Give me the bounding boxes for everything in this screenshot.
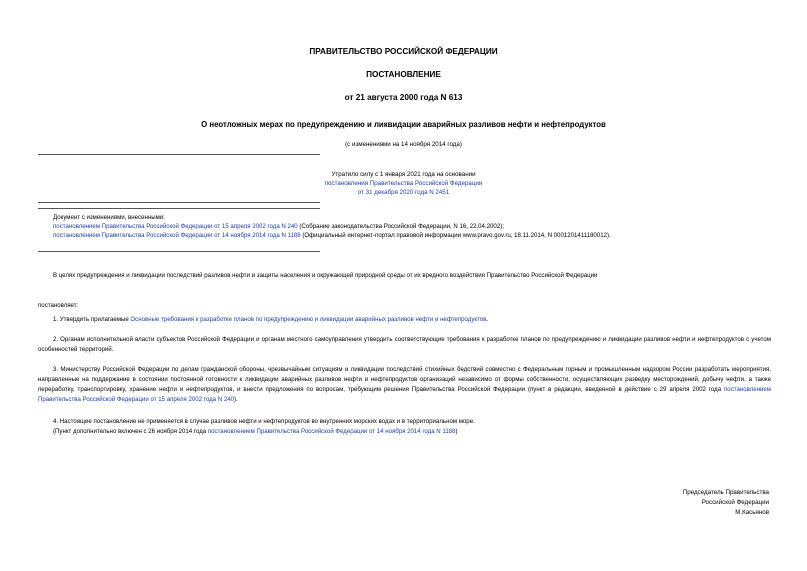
paragraph-3 bbox=[38, 365, 771, 405]
document-date-number: от 21 августа 2000 года N 613 bbox=[344, 93, 463, 102]
amendment-source: (Официальный интернет-портал правовой информации www.pravo.gov.ru, 18.11.2014, N 0001201411180012). bbox=[300, 232, 611, 239]
government-name: ПРАВИТЕЛЬСТВО РОССИЙСКОЙ ФЕДЕРАЦИИ bbox=[309, 47, 498, 56]
edition-note: (с изменениями на 14 ноября 2014 года) bbox=[345, 141, 462, 148]
amendment-1188-link[interactable]: постановлением Правительства Российской Федерации от 14 ноября 2014 года N 1188 bbox=[207, 428, 456, 435]
amendments-intro: Документ с изменениями, внесенными: bbox=[53, 214, 165, 221]
amendment-link[interactable]: постановлением Правительства Российской Федерации от 15 апреля 2002 года N 240 bbox=[53, 223, 298, 230]
decides-word: постановляет: bbox=[38, 302, 79, 309]
paragraph-3-end: ). bbox=[234, 396, 238, 403]
signature-block bbox=[683, 488, 769, 518]
expired-link-line1[interactable]: постановления Правительства Российской Федерации bbox=[324, 180, 483, 187]
signature-country: Российской Федерации bbox=[701, 499, 769, 506]
amendment-item bbox=[53, 222, 773, 231]
amendment-item bbox=[53, 231, 773, 240]
separator-line bbox=[38, 154, 320, 155]
amendment-source: (Собрание законодательства Российской Федерации, N 16, 22.04.2002); bbox=[297, 223, 504, 230]
expired-link-line2[interactable]: от 31 декабря 2020 года N 2451 bbox=[357, 189, 450, 196]
document-title: О неотложных мерах по предупреждению и ликвидации аварийных разливов нефти и нефтепродуктов bbox=[201, 120, 606, 129]
document-type: ПОСТАНОВЛЕНИЕ bbox=[366, 70, 441, 79]
paragraph-4-note-end: ) bbox=[455, 428, 458, 435]
paragraph-3-text: 3. Министерству Российской Федерации по делам гражданской обороны, чрезвычайным ситуациям и ликвидации последствий стихийных бедствий совместно с Федеральным горным и промышленным надзором России разработать мероприятия, направленные на поддержание в состоянии постоянной готовности к ликвидации аварийных разливов нефти и нефтепродуктов организаций независимо от формы собственности, осуществляющих разведку месторождений, добычу нефти, а также переработку, транспортировку, хранение нефти и нефтепродуктов, и внести предложения по вопросам, требующим решения Правительства Российской Федерации (пункт в редакции, введенной в действие с 29 апреля 2002 года bbox=[38, 366, 771, 393]
amendment-link[interactable]: постановлением Правительства Российской Федерации от 14 ноября 2014 года N 1188 bbox=[53, 232, 301, 239]
paragraph-2: 2. Органам исполнительной власти субъектов Российской Федерации и органам местного самоуправления утвердить соответствующие требования к разработке планов по предупреждению и ликвидации разливов нефти и нефтепродуктов с учетом особенностей территорий. bbox=[38, 336, 771, 353]
separator-line bbox=[38, 208, 320, 209]
separator-line bbox=[38, 202, 320, 203]
paragraph-4-note bbox=[53, 427, 771, 437]
signature-position: Председатель Правительства bbox=[682, 489, 769, 496]
amendment-240-link[interactable]: постановлением Правительства Российской Федерации от 15 апреля 2002 года N 240 bbox=[38, 386, 771, 403]
paragraph-1-text: 1. Утвердить прилагаемые bbox=[53, 316, 131, 323]
paragraph-4: 4. Настоящее постановление не применяется в случае разливов нефти и нефтепродуктов во внутренних морских водах и в территориальном море. bbox=[53, 418, 475, 425]
requirements-link[interactable]: Основные требования к разработке планов по предупреждению и ликвидации аварийных разливов нефти и нефтепродуктов bbox=[130, 316, 487, 323]
paragraph-1 bbox=[53, 315, 771, 325]
separator-line bbox=[38, 251, 320, 252]
paragraph-1-end: . bbox=[486, 316, 489, 323]
paragraph-4-note-text: (Пункт дополнительно включен с 26 ноября 2014 года bbox=[53, 428, 208, 435]
expired-line: Утратило силу с 1 января 2021 года на основании bbox=[331, 171, 476, 178]
preamble: В целях предупреждения и ликвидации последствий разливов нефти и защиты населения и окружающей природной среды от их вредного воздействия Правительство Российской Федерации bbox=[53, 272, 598, 279]
amendments-block bbox=[53, 213, 773, 240]
expired-note bbox=[0, 170, 807, 197]
signature-name: М.Касьянов bbox=[735, 509, 769, 516]
